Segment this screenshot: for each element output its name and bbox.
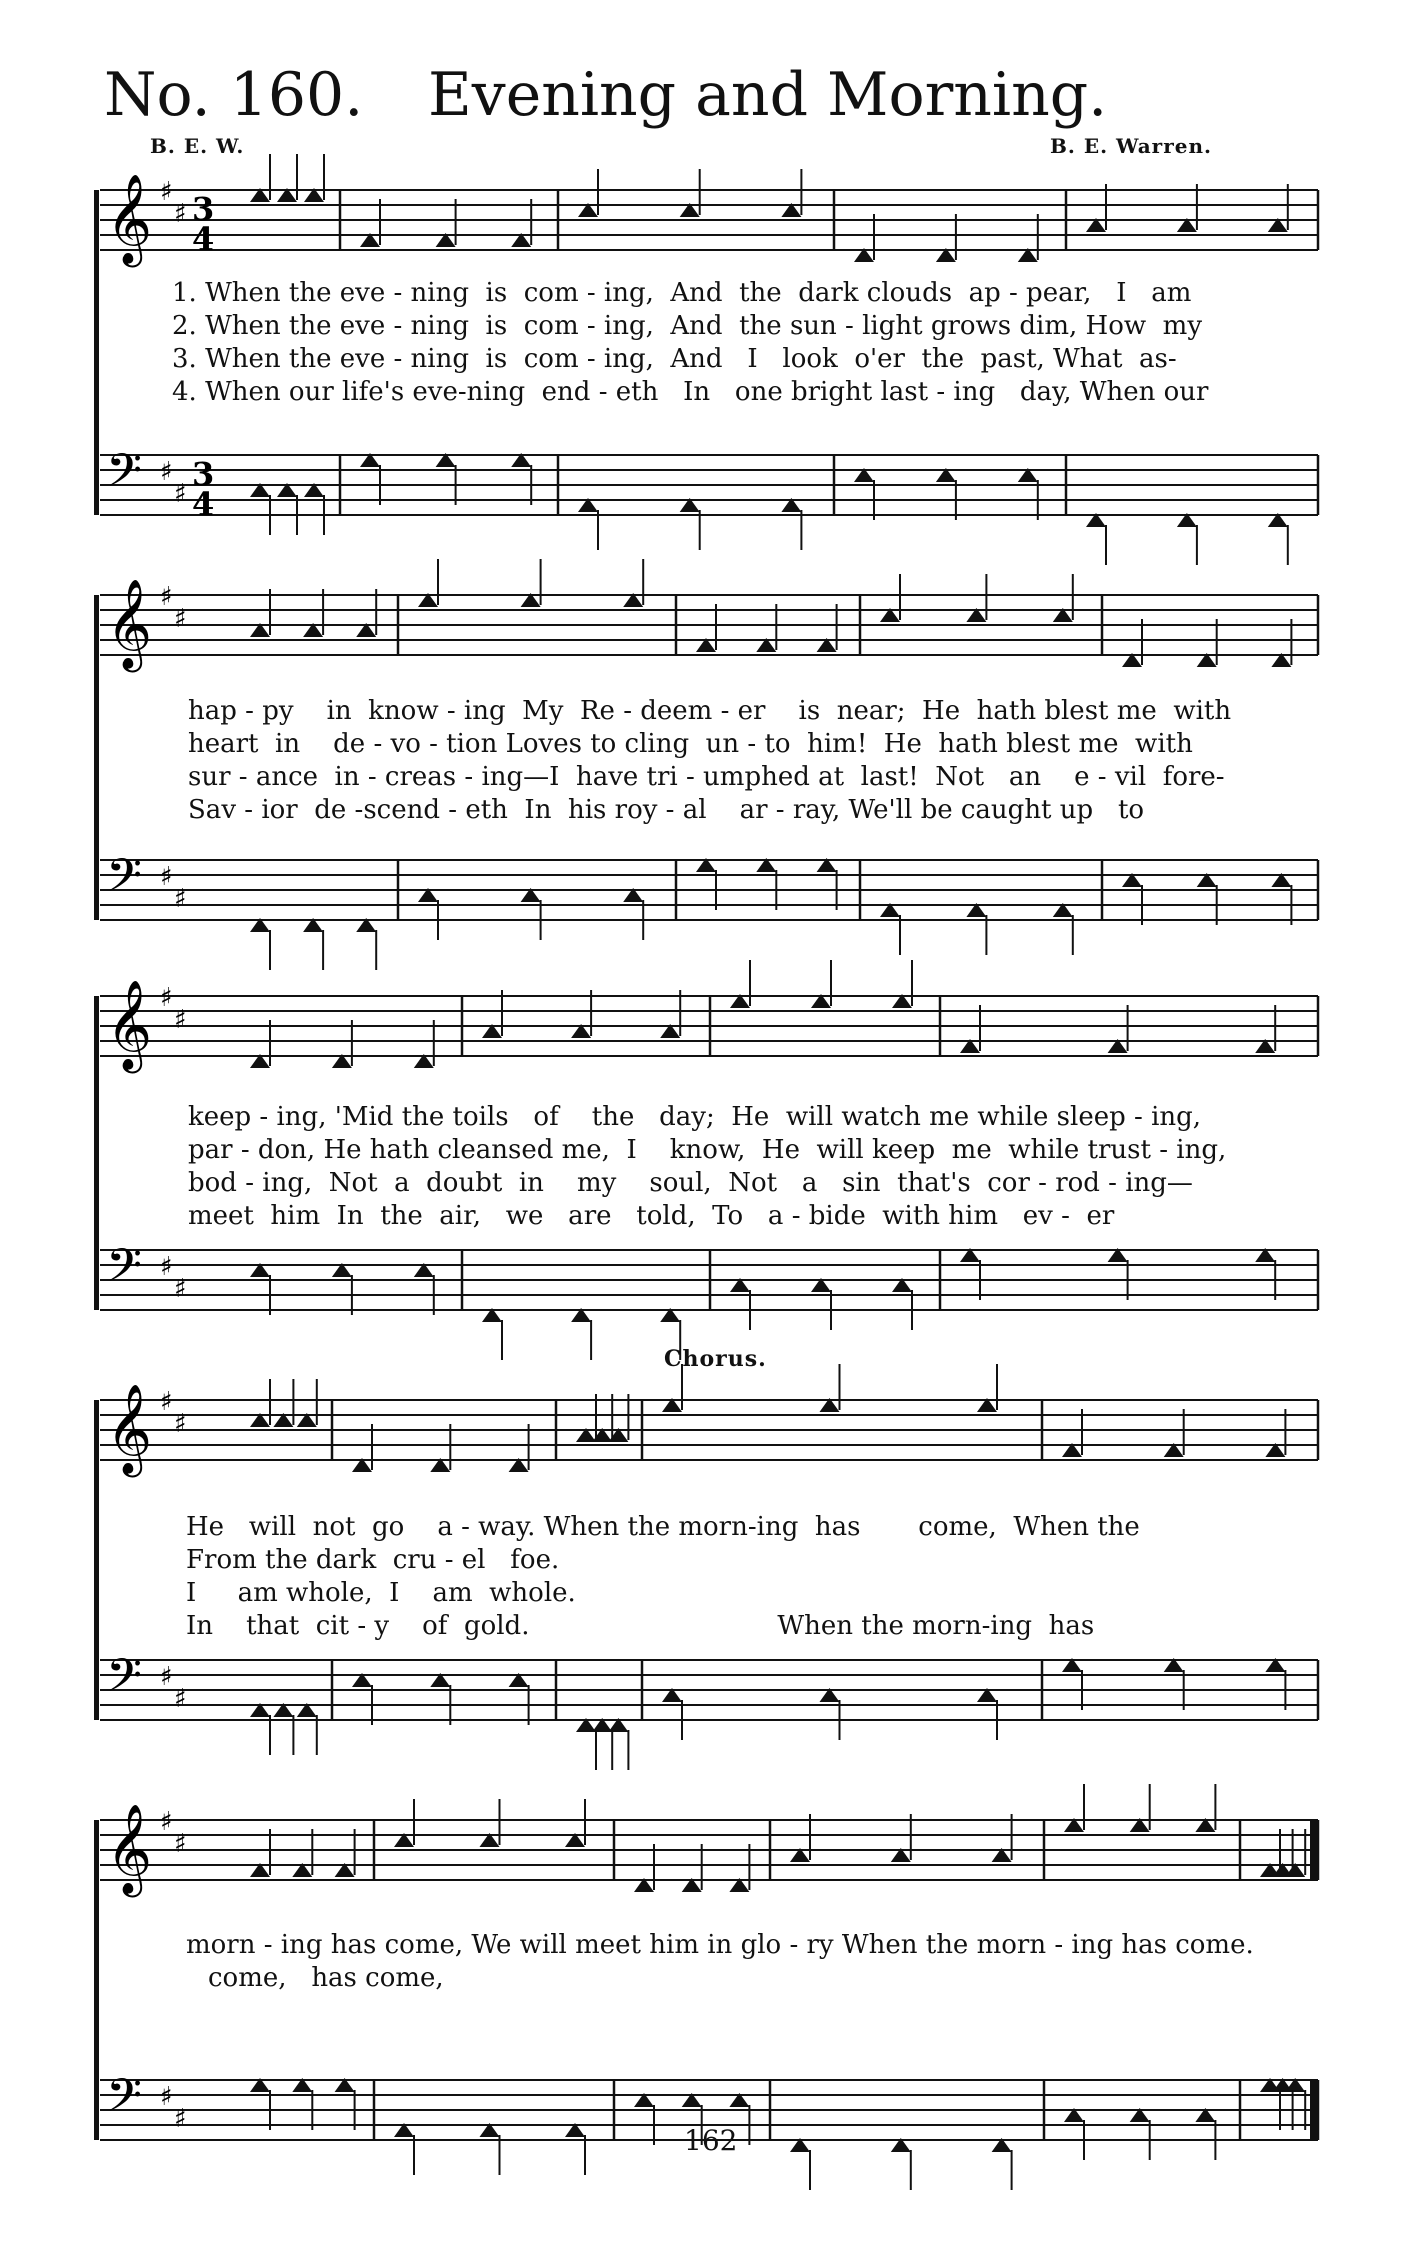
lyric-line: meet him In the air, we are told, To a - bide with him ev - er [188, 1201, 1115, 1231]
lyric-line: 2. When the eve - ning is com - ing, And the sun - light grows dim, How my [172, 311, 1203, 341]
treble-clef-icon: 𝄞 [106, 579, 153, 669]
treble-clef-icon: 𝄞 [106, 980, 153, 1070]
sharp-icon: ♯ [174, 1829, 187, 1859]
time-signature-bottom: 4 [192, 220, 215, 258]
lyric-line: come, has come, [208, 1963, 444, 1993]
lyric-line: par - don, He hath cleansed me, I know, He will keep me while trust - ing, [188, 1135, 1227, 1165]
hymn-title: Evening and Morning. [428, 60, 1108, 130]
sharp-icon: ♯ [160, 1387, 173, 1417]
composer-credit: B. E. Warren. [1050, 134, 1212, 158]
final-barline [1310, 1820, 1317, 1880]
system-brace [94, 996, 99, 1310]
sharp-icon: ♯ [160, 582, 173, 612]
lyricist-credit: B. E. W. [150, 134, 245, 158]
lyric-line: In that cit - y of gold. When the morn-ing has [186, 1611, 1095, 1641]
lyric-line: sur - ance in - creas - ing—I have tri - umphed at last! Not an e - vil fore- [188, 762, 1225, 792]
time-signature-bottom: 4 [192, 485, 215, 523]
hymn-number: No. 160. [104, 60, 364, 130]
lyric-line: keep - ing, 'Mid the toils of the day; He will watch me while sleep - ing, [188, 1102, 1202, 1132]
system-brace [94, 190, 99, 515]
bass-clef-icon: 𝄢 [106, 444, 143, 509]
sharp-icon: ♯ [160, 1662, 173, 1692]
sharp-icon: ♯ [160, 983, 173, 1013]
lyric-line: 4. When our life's eve-ning end - eth In one bright last - ing day, When our [172, 377, 1209, 407]
lyric-line: 3. When the eve - ning is com - ing, And I look o'er the past, What as- [172, 344, 1177, 374]
lyric-line: He will not go a - way. When the morn-ing has come, When the [186, 1512, 1140, 1542]
sharp-icon: ♯ [160, 457, 173, 487]
bass-clef-icon: 𝄢 [106, 849, 143, 914]
lyric-line: From the dark cru - el foe. [186, 1545, 560, 1575]
sharp-icon: ♯ [160, 177, 173, 207]
chorus-label: Chorus. [664, 1346, 767, 1372]
sharp-icon: ♯ [160, 1252, 173, 1282]
sharp-icon: ♯ [174, 479, 187, 509]
lyric-line: morn - ing has come, We will meet him in glo - ry When the morn - ing has come. [186, 1930, 1254, 1960]
bass-clef-icon: 𝄢 [106, 1239, 143, 1304]
bass-clef-icon: 𝄢 [106, 1649, 143, 1714]
treble-clef-icon: 𝄞 [106, 174, 153, 264]
treble-clef-icon: 𝄞 [106, 1384, 153, 1474]
system-brace [94, 595, 99, 920]
sharp-icon: ♯ [160, 1807, 173, 1837]
sharp-icon: ♯ [174, 1005, 187, 1035]
sharp-icon: ♯ [174, 1684, 187, 1714]
system-brace [94, 1400, 99, 1720]
sharp-icon: ♯ [160, 2082, 173, 2112]
lyric-line: Sav - ior de -scend - eth In his roy - al ar - ray, We'll be caught up to [188, 795, 1145, 825]
page-number: 162 [684, 2124, 738, 2157]
system-brace [94, 1820, 99, 2140]
lyric-line: hap - py in know - ing My Re - deem - er is near; He hath blest me with [188, 696, 1232, 726]
final-barline [1310, 2080, 1317, 2140]
bass-clef-icon: 𝄢 [106, 2069, 143, 2134]
sharp-icon: ♯ [174, 1409, 187, 1439]
sharp-icon: ♯ [174, 1274, 187, 1304]
time-signature-top: 3 [192, 190, 215, 228]
sharp-icon: ♯ [160, 862, 173, 892]
lyric-line: heart in de - vo - tion Loves to cling un - to him! He hath blest me with [188, 729, 1193, 759]
lyric-line: 1. When the eve - ning is com - ing, And the dark clouds ap - pear, I am [172, 278, 1192, 308]
lyric-line: bod - ing, Not a doubt in my soul, Not a sin that's cor - rod - ing— [188, 1168, 1193, 1198]
time-signature-top: 3 [192, 455, 215, 493]
lyric-line: I am whole, I am whole. [186, 1578, 576, 1608]
sharp-icon: ♯ [174, 884, 187, 914]
sharp-icon: ♯ [174, 604, 187, 634]
sharp-icon: ♯ [174, 199, 187, 229]
treble-clef-icon: 𝄞 [106, 1804, 153, 1894]
sharp-icon: ♯ [174, 2104, 187, 2134]
